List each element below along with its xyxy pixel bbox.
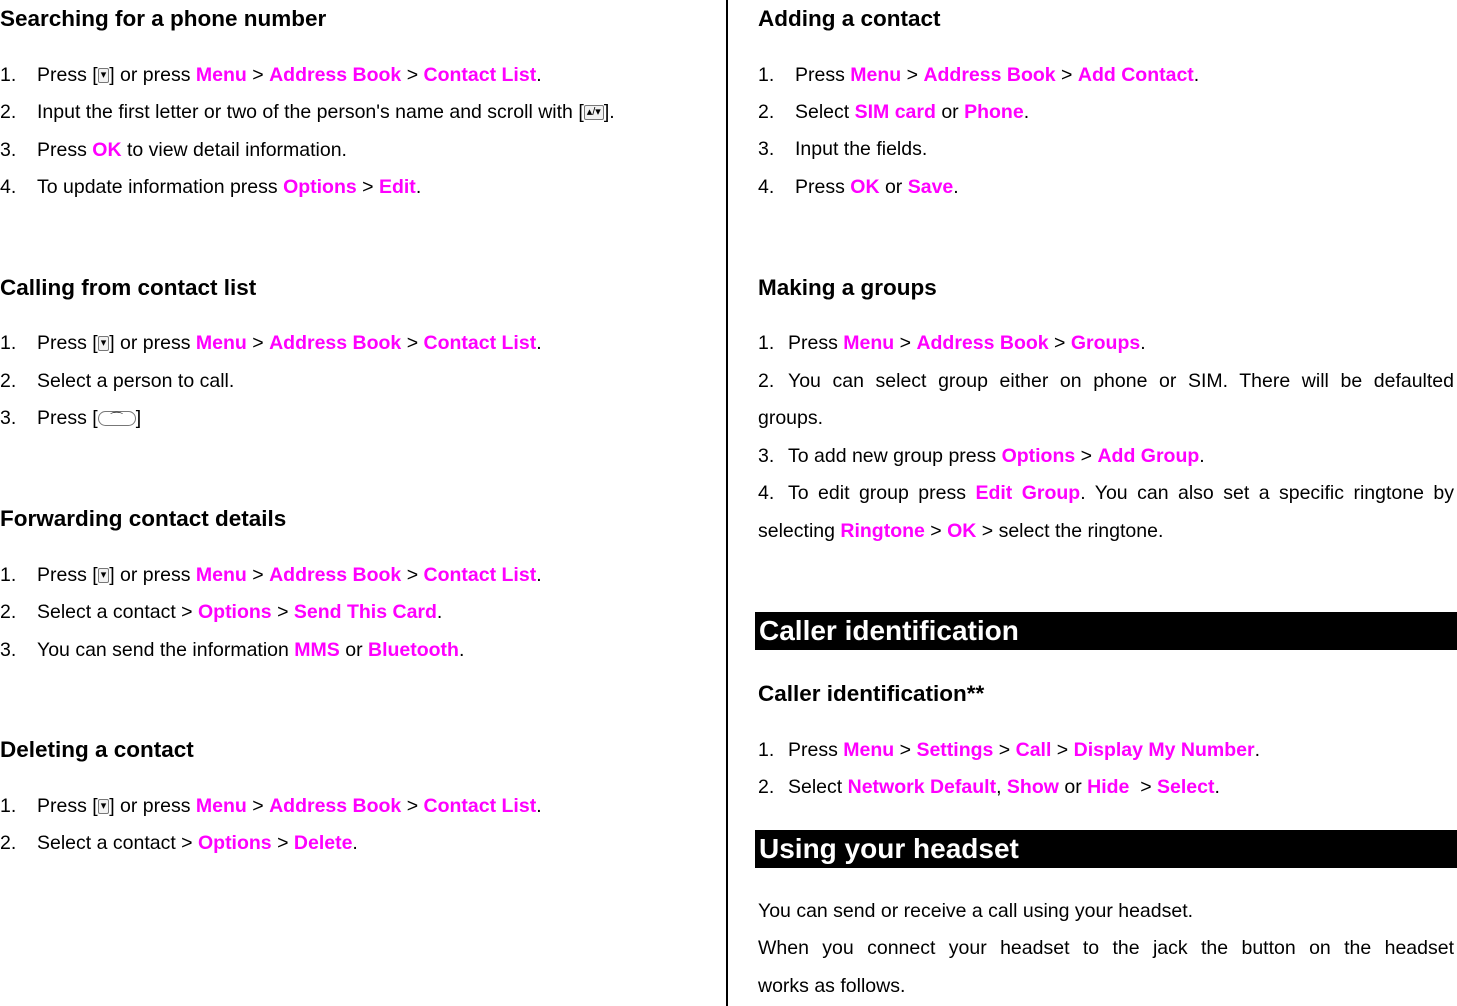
list-item: 1. Press [ ▾ ] or press Menu > Address Book > Contact List. xyxy=(0,564,542,586)
list-item: 2. Select a person to call. xyxy=(0,370,235,392)
down-key-icon: ▾ xyxy=(98,799,110,814)
list-item: 3. Input the fields. xyxy=(758,138,928,160)
headset-paragraph-2-line-2: works as follows. xyxy=(758,975,906,997)
list-item: 2. Input the first letter or two of the person's name and scroll with [ ▴/▾ ]. xyxy=(0,101,615,123)
call-key-icon: ⌒ xyxy=(98,411,136,426)
banner-using-headset: Using your headset xyxy=(755,830,1457,868)
section-title-calling: Calling from contact list xyxy=(0,275,257,300)
list-item: 1. Press [ ▾ ] or press Menu > Address Book > Contact List. xyxy=(0,795,542,817)
section-title-groups: Making a groups xyxy=(758,275,937,300)
list-item: 3. Press [ ⌒ ] xyxy=(0,407,142,429)
section-title-caller-id: Caller identification** xyxy=(758,681,985,706)
list-item: 1. Press Menu > Settings > Call > Display My Number. xyxy=(758,739,1260,761)
column-divider xyxy=(726,0,728,1006)
list-item: 1. Press Menu > Address Book > Add Contact. xyxy=(758,64,1200,86)
list-item: 4. Press OK or Save. xyxy=(758,176,959,198)
down-key-icon: ▾ xyxy=(98,568,110,583)
list-item: 2. You can select group either on phone or SIM. There will be defaulted xyxy=(758,370,1454,392)
banner-caller-identification: Caller identification xyxy=(755,612,1457,650)
list-item: 3. You can send the information MMS or Bluetooth. xyxy=(0,639,465,661)
down-key-icon: ▾ xyxy=(98,336,110,351)
list-item: 2. Select a contact > Options > Send This Card. xyxy=(0,601,443,623)
list-item: 3. To add new group press Options > Add Group. xyxy=(758,445,1205,467)
headset-paragraph-1: You can send or receive a call using your headset. xyxy=(758,900,1194,922)
down-key-icon: ▾ xyxy=(98,68,110,83)
list-item-continuation: groups. xyxy=(758,407,824,429)
list-item: 2. Select a contact > Options > Delete. xyxy=(0,832,358,854)
section-title-deleting: Deleting a contact xyxy=(0,737,194,762)
headset-paragraph-2-line-1: When you connect your headset to the jack the button on the headset xyxy=(758,937,1454,959)
list-item: 2. Select SIM card or Phone. xyxy=(758,101,1030,123)
section-title-forwarding: Forwarding contact details xyxy=(0,506,287,531)
list-item: 1. Press [ ▾ ] or press Menu > Address Book > Contact List. xyxy=(0,332,542,354)
up-down-key-icon: ▴/▾ xyxy=(584,105,604,120)
section-title-adding: Adding a contact xyxy=(758,6,941,31)
list-item: 1. Press [ ▾ ] or press Menu > Address Book > Contact List. xyxy=(0,64,542,86)
list-item-continuation: selecting Ringtone > OK > select the ringtone. xyxy=(758,520,1164,542)
list-item: 3. Press OK to view detail information. xyxy=(0,139,347,161)
list-item: 4. To update information press Options > Edit. xyxy=(0,176,422,198)
list-item: 1. Press Menu > Address Book > Groups. xyxy=(758,332,1146,354)
section-title-searching: Searching for a phone number xyxy=(0,6,327,31)
list-item: 2. Select Network Default, Show or Hide > Select. xyxy=(758,776,1220,798)
list-item: 4. To edit group press Edit Group. You can also set a specific ringtone by xyxy=(758,482,1454,504)
